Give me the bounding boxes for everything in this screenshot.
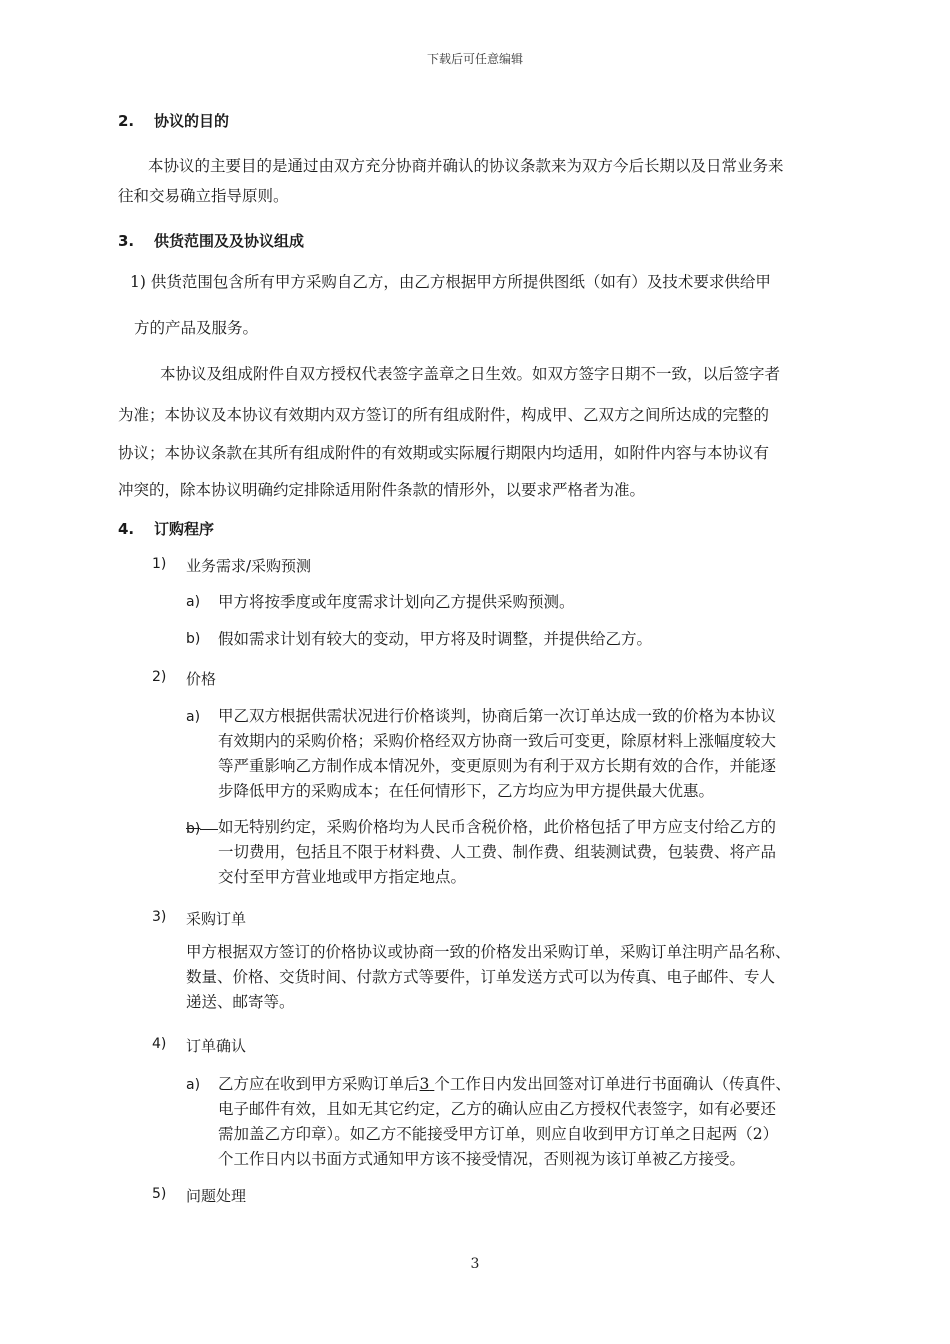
section-4-heading [118,518,214,539]
text-line: 甲乙双方根据供需状况进行价格谈判，协商后第一次订单达成一致的价格为本协议 [218,707,777,725]
section-title: 供货范围及及协议组成 [154,232,305,250]
text-line: 电子邮件有效，且如无其它约定，乙方的确认应由乙方授权代表签字，如有必要还 [218,1100,777,1118]
item-marker: 2) [152,669,167,685]
text-line: 需加盖乙方印章）。如乙方不能接受甲方订单，则应自收到甲方订单之日起两（2） [218,1125,779,1143]
text-line: 协议；本协议条款在其所有组成附件的有效期或实际履行期限内均适用，如附件内容与本协议有 [118,443,770,462]
text-line: 假如需求计划有较大的变动，甲方将及时调整，并提供给乙方。 [218,630,653,648]
item-label: 业务需求/采购预测 [186,557,312,575]
text-line: 步降低甲方的采购成本；在任何情形下，乙方均应为甲方提供最大优惠。 [218,782,715,800]
item-marker: b) [186,631,201,647]
item-marker: a) [186,709,201,725]
item-text [218,704,776,804]
text-line: 本协议的主要目的是通过由双方充分协商并确认的协议条款来为双方今后长期以及日常业务来 [148,157,784,175]
item-text [218,815,776,890]
section-3-paragraph [160,362,780,387]
section-3-item-1 [130,270,771,295]
item-marker: 1) [152,556,167,572]
item-label: 订单确认 [186,1037,247,1055]
text-line: 本协议及组成附件自双方授权代表签字盖章之日生效。如双方签字日期不一致，以后签字者 [160,365,781,383]
text-line: 数量、价格、交货时间、付款方式等要件，订单发送方式可以为传真、电子邮件、专人 [186,968,776,986]
text-segment: 乙方应在收到甲方采购订单后 [218,1075,420,1093]
text-line: 往和交易确立指导原则。 [118,187,289,205]
section-title: 协议的目的 [154,112,230,130]
text-line: 1) 供货范围包含所有甲方采购自乙方，由乙方根据甲方所提供图纸（如有）及技术要求供给甲 [130,273,771,291]
text-line: 甲方根据双方签订的价格协议或协商一致的价格发出采购订单，采购订单注明产品名称、 [186,943,791,961]
item-text [218,1072,791,1172]
text-line: 甲方将按季度或年度需求计划向乙方提供采购预测。 [218,593,575,611]
text-line: 一切费用，包括且不限于材料费、人工费、制作费、组装测试费，包装费、将产品 [218,843,777,861]
page-header: 下载后可任意编辑 [426,52,523,66]
item-marker: a) [186,1077,201,1093]
item-marker: 3) [152,909,167,925]
section-3-item-1-cont [134,316,258,341]
item-marker: b) [186,821,201,837]
section-number: 3. [118,232,135,250]
item-label: 问题处理 [186,1187,247,1205]
text-segment: 个工作日内发出回签对订单进行书面确认（传真件、 [434,1075,791,1093]
section-number: 4. [118,520,135,538]
underlined-number: 3 [419,1075,430,1093]
text-line: 个工作日内以书面方式通知甲方该不接受情况，否则视为该订单被乙方接受。 [218,1150,746,1168]
text-line: 递送、邮寄等。 [186,993,295,1011]
text-line: 等严重影响乙方制作成本情况外，变更原则为有利于双方长期有效的合作，并能逐 [218,757,777,775]
text-line [218,1072,791,1097]
section-title: 订购程序 [154,520,215,538]
section-number: 2. [118,112,135,130]
section-3-heading [118,230,304,251]
section-2-body [148,148,784,184]
item-label: 采购订单 [186,910,247,928]
text-line: 为准；本协议及本协议有效期内双方签订的所有组成附件，构成甲、乙双方之间所达成的完整的 [118,406,770,424]
item-text [218,590,575,615]
text-line: 有效期内的采购价格；采购价格经双方协商一致后可变更，除原材料上涨幅度较大 [218,732,777,750]
text-line: 如无特别约定，采购价格均为人民币含税价格，此价格包括了甲方应支付给乙方的 [218,818,777,836]
page-number: 3 [470,1256,480,1272]
text-line: 方的产品及服务。 [134,319,259,337]
section-2-heading [118,110,229,131]
section-2-body-cont [118,184,289,209]
item-label: 价格 [186,670,217,688]
item-text [186,940,791,1015]
strike-line [200,829,218,830]
item-marker: 5) [152,1186,167,1202]
item-marker: 4) [152,1036,167,1052]
text-line: 交付至甲方营业地或甲方指定地点。 [218,868,467,886]
item-marker: a) [186,594,201,610]
section-3-paragraph-cont [118,397,769,510]
item-text [218,627,652,652]
text-line: 冲突的，除本协议明确约定排除适用附件条款的情形外，以要求严格者为准。 [118,481,646,499]
